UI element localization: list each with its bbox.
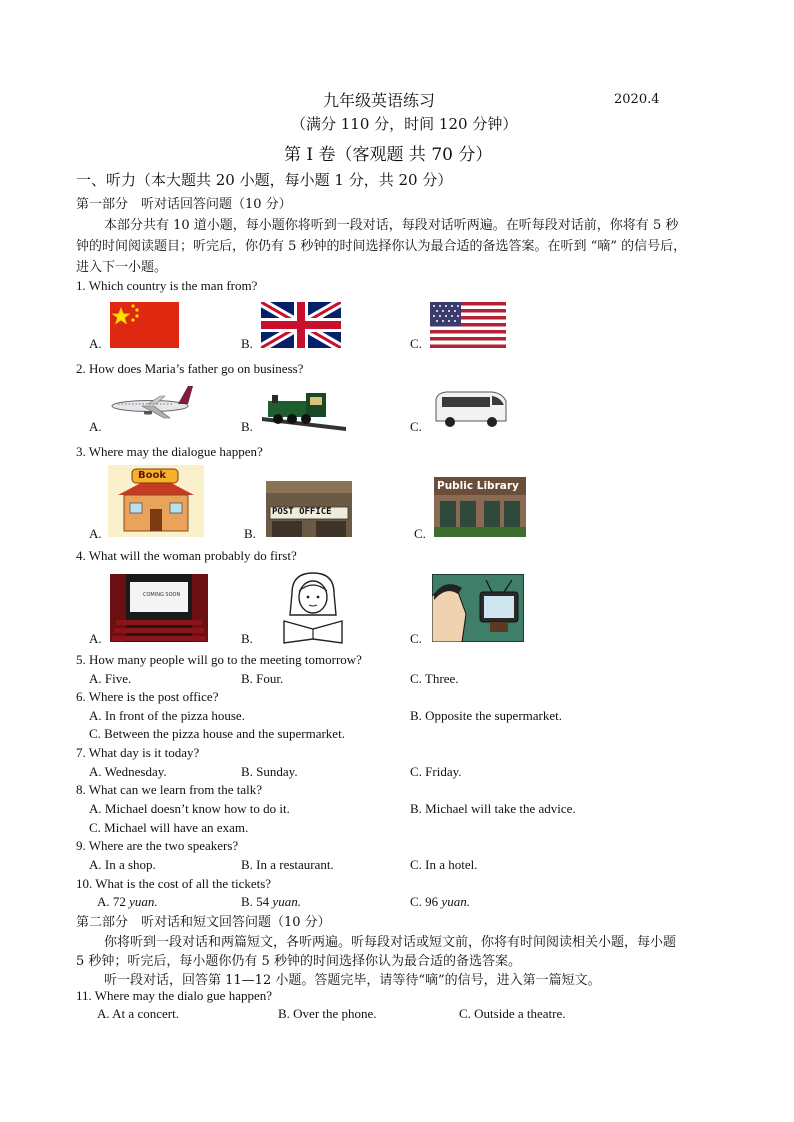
public-library-image [434, 477, 526, 537]
part2-heading: 第二部分 听对话和短文回答问题（10 分） [76, 915, 331, 930]
option-label[interactable]: B. 54 yuan. [241, 894, 301, 909]
option-label[interactable]: A. Wednesday. [89, 764, 167, 779]
question-text: 6. Where is the post office? [76, 689, 219, 704]
option-label[interactable]: C. Friday. [410, 764, 462, 779]
option-label[interactable]: C. [414, 526, 426, 541]
part1-heading: 第一部分 听对话回答问题（10 分） [76, 197, 292, 212]
option-label[interactable]: B. Over the phone. [278, 1006, 377, 1021]
book-sign-text: Book [138, 470, 167, 481]
library-sign-text: Public Library [437, 480, 519, 492]
question-text: 4. What will the woman probably do first? [76, 548, 297, 563]
volume-heading: 第 I 卷（客观题 共 70 分） [284, 145, 493, 165]
page-title: 九年级英语练习 [323, 91, 436, 110]
option-label[interactable]: A. At a concert. [97, 1006, 179, 1021]
option-label[interactable]: A. [89, 631, 102, 646]
option-label[interactable]: C. [410, 336, 422, 351]
exam-date: 2020.4 [614, 92, 660, 107]
post-office-sign-text: POST OFFICE [272, 507, 332, 517]
listen-note: 听一段对话，回答第 11—12 小题。答题完毕，请等待“嘀”的信号，进入第一篇短文。 [104, 973, 601, 988]
option-label[interactable]: A. In a shop. [89, 857, 156, 872]
option-label[interactable]: A. In front of the pizza house. [89, 708, 245, 723]
option-label[interactable]: A. Michael doesn’t know how to do it. [89, 801, 290, 816]
option-label[interactable]: B. [241, 419, 253, 434]
question-text: 2. How does Maria’s father go on business? [76, 361, 304, 376]
option-label[interactable]: A. [89, 526, 102, 541]
score-time-note: （满分 110 分，时间 120 分钟） [291, 115, 518, 133]
bus-image [432, 387, 510, 431]
option-label[interactable]: C. Michael will have an exam. [89, 820, 249, 835]
option-label[interactable]: B. [244, 526, 256, 541]
question-text: 1. Which country is the man from? [76, 278, 258, 293]
option-label[interactable]: B. Four. [241, 671, 284, 686]
uk-flag-image [261, 302, 341, 348]
cinema-screen-text: COMING SOON [143, 592, 181, 598]
china-flag-image [110, 302, 179, 348]
option-label[interactable]: B. Michael will take the advice. [410, 801, 576, 816]
question-text: 7. What day is it today? [76, 745, 200, 760]
option-label[interactable]: C. Outside a theatre. [459, 1006, 566, 1021]
question-text: 9. Where are the two speakers? [76, 838, 239, 853]
option-label[interactable]: B. Sunday. [241, 764, 298, 779]
option-label[interactable]: A. 72 yuan. [97, 894, 158, 909]
option-label[interactable]: B. Opposite the supermarket. [410, 708, 562, 723]
question-text: 8. What can we learn from the talk? [76, 782, 263, 797]
option-label[interactable]: C. In a hotel. [410, 857, 478, 872]
option-label[interactable]: B. [241, 336, 253, 351]
cinema-image [110, 574, 208, 642]
instruction-line: 5 秒钟；听完后，每小题你仍有 5 秒钟的时间选择你认为最合适的备选答案。 [76, 954, 521, 969]
question-text: 3. Where may the dialogue happen? [76, 444, 263, 459]
option-label[interactable]: C. [410, 419, 422, 434]
option-label[interactable]: C. Between the pizza house and the supermarket. [89, 726, 345, 741]
question-text: 10. What is the cost of all the tickets? [76, 876, 272, 891]
option-label[interactable]: A. [89, 336, 102, 351]
train-image [262, 387, 346, 431]
usa-flag-image [430, 302, 506, 348]
question-text: 11. Where may the dialo gue happen? [76, 988, 273, 1003]
post-office-image [266, 481, 352, 537]
instruction-line: 钟的时间阅读题目；听完后，你仍有 5 秒钟的时间选择你认为最合适的备选答案。在听到 “嘀” 的信号后， [76, 239, 687, 254]
airplane-image [108, 382, 194, 424]
option-label[interactable]: C. 96 yuan. [410, 894, 470, 909]
option-label[interactable]: B. In a restaurant. [241, 857, 334, 872]
option-label[interactable]: A. Five. [89, 671, 132, 686]
instruction-line: 进入下一小题。 [76, 260, 168, 275]
instruction-line: 你将听到一段对话和两篇短文，各听两遍。听每段对话或短文前，你将有时间阅读相关小题，每小题 [104, 935, 677, 950]
option-label[interactable]: C. [410, 631, 422, 646]
man-watching-tv-image [432, 574, 524, 642]
instruction-line: 本部分共有 10 道小题，每小题你将听到一段对话，每段对话听两遍。在听每段对话前，你将有 5 秒 [104, 218, 679, 233]
girl-reading-image [278, 569, 348, 645]
question-text: 5. How many people will go to the meeting tomorrow? [76, 652, 362, 667]
option-label[interactable]: A. [89, 419, 102, 434]
option-label[interactable]: C. Three. [410, 671, 459, 686]
section-heading-listening: 一、听力（本大题共 20 小题，每小题 1 分，共 20 分） [76, 171, 453, 189]
option-label[interactable]: B. [241, 631, 253, 646]
bookstore-image [108, 465, 204, 537]
